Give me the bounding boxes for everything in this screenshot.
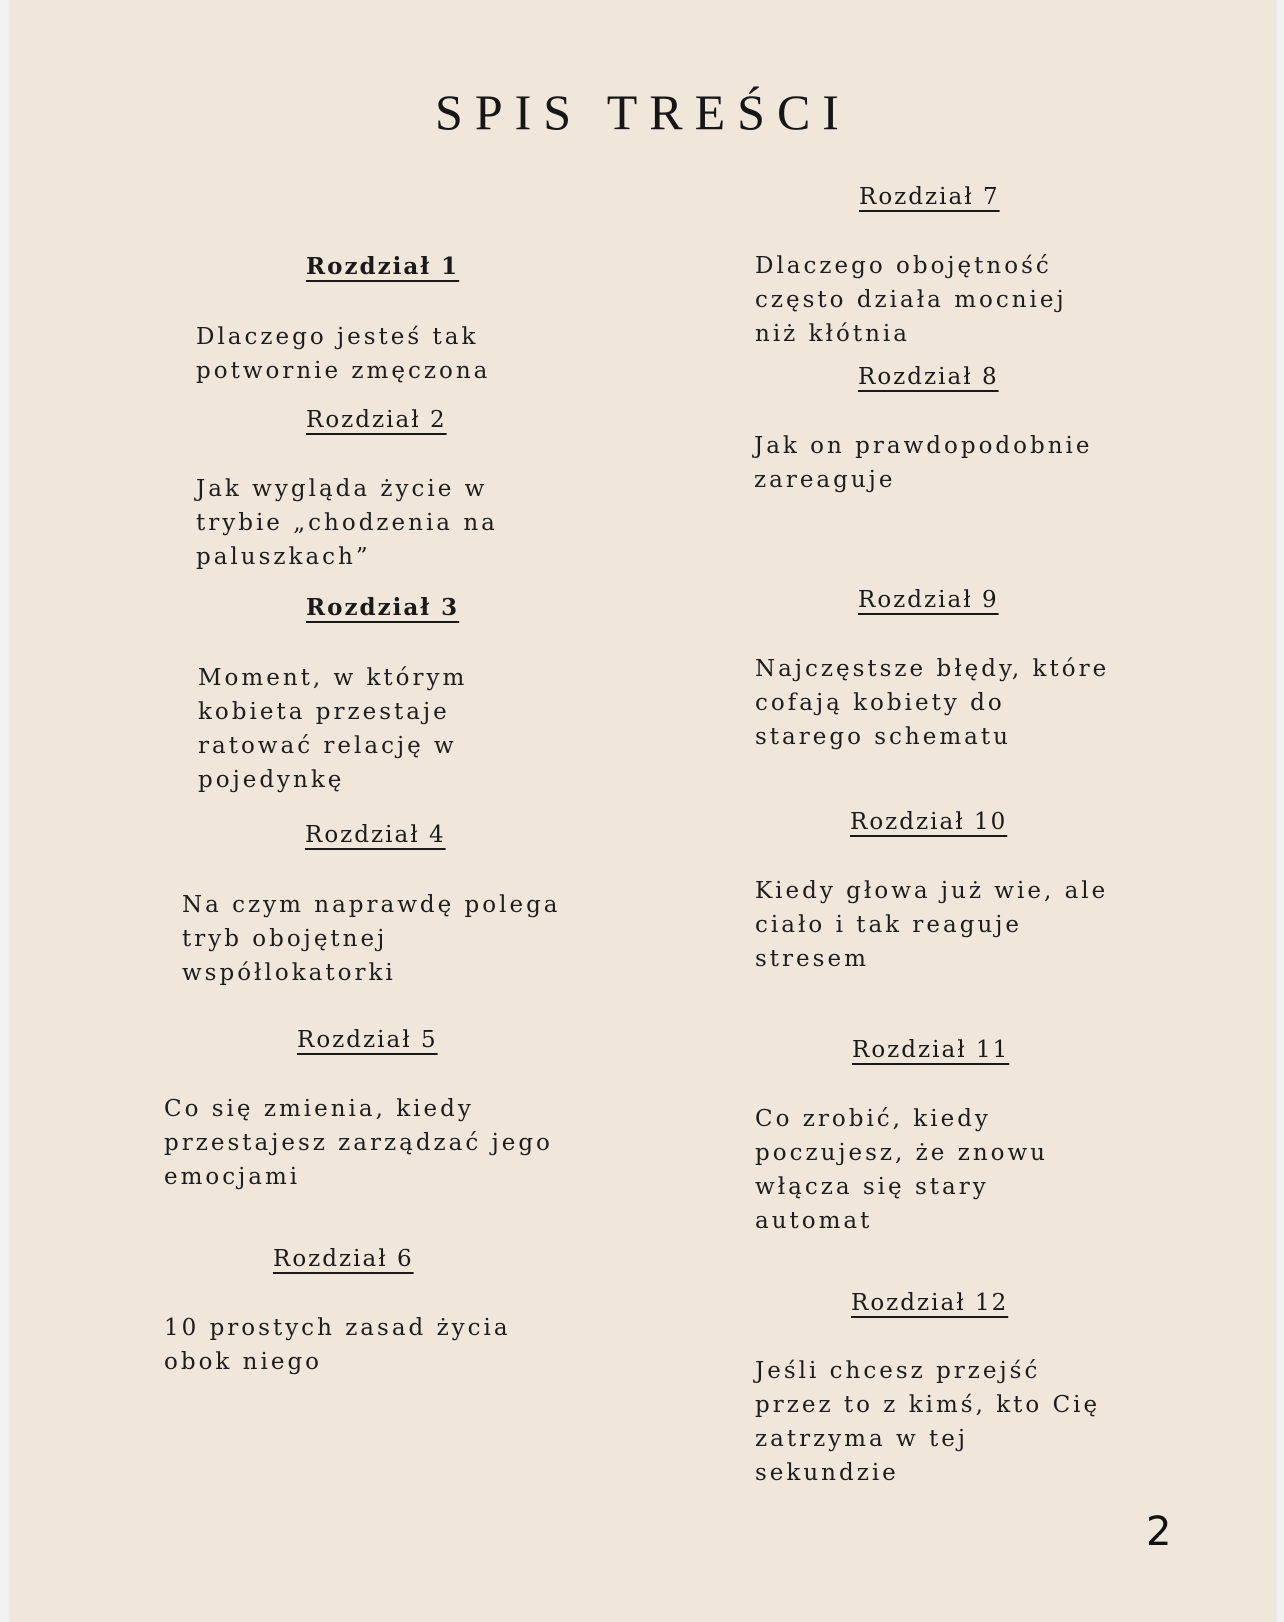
chapter-7-heading: Rozdział 7 xyxy=(859,184,1000,210)
chapter-5-line-2: przestajesz zarządzać jego xyxy=(164,1130,553,1156)
chapter-7-description xyxy=(755,249,1067,351)
chapter-2-line-3: paluszkach” xyxy=(196,544,371,570)
chapter-12-heading: Rozdział 12 xyxy=(851,1290,1009,1316)
chapter-5-line-1: Co się zmienia, kiedy xyxy=(164,1096,474,1122)
page-number: 2 xyxy=(1146,1509,1172,1555)
chapter-9-heading: Rozdział 9 xyxy=(858,587,999,613)
page-title: SPIS TREŚCI xyxy=(435,84,851,140)
chapter-10-line-3: stresem xyxy=(755,946,869,972)
chapter-1-line-2: potwornie zmęczona xyxy=(196,358,491,384)
chapter-6-description xyxy=(164,1311,511,1379)
chapter-10-line-1: Kiedy głowa już wie, ale xyxy=(755,878,1109,904)
chapter-7-line-1: Dlaczego obojętność xyxy=(755,253,1052,279)
chapter-6-heading: Rozdział 6 xyxy=(273,1246,414,1272)
chapter-8-description xyxy=(754,429,1092,497)
chapter-4-line-1: Na czym naprawdę polega xyxy=(182,892,561,918)
chapter-2-description xyxy=(196,472,498,574)
chapter-3-line-4: pojedynkę xyxy=(198,767,345,793)
chapter-12-line-3: zatrzyma w tej xyxy=(755,1426,968,1452)
chapter-12-line-1: Jeśli chcesz przejść xyxy=(755,1358,1041,1384)
chapter-7-line-3: niż kłótnia xyxy=(755,321,910,347)
chapter-10-description xyxy=(755,874,1108,976)
chapter-9-line-2: cofają kobiety do xyxy=(755,690,1005,716)
chapter-11-heading: Rozdział 11 xyxy=(852,1037,1010,1063)
chapter-9-description xyxy=(755,652,1109,754)
chapter-6-line-1: 10 prostych zasad życia xyxy=(164,1315,511,1341)
document-page xyxy=(10,0,1276,1622)
chapter-3-description xyxy=(198,661,467,797)
chapter-11-line-1: Co zrobić, kiedy xyxy=(755,1106,991,1132)
chapter-3-line-2: kobieta przestaje xyxy=(198,699,450,725)
chapter-6-line-2: obok niego xyxy=(164,1349,323,1375)
chapter-8-line-1: Jak on prawdopodobnie xyxy=(754,433,1093,459)
chapter-5-line-3: emocjami xyxy=(164,1164,301,1190)
chapter-10-line-2: ciało i tak reaguje xyxy=(755,912,1023,938)
chapter-9-line-3: starego schematu xyxy=(755,724,1011,750)
chapter-2-heading: Rozdział 2 xyxy=(306,407,447,433)
chapter-4-line-3: współlokatorki xyxy=(182,960,396,986)
chapter-3-line-3: ratować relację w xyxy=(198,733,457,759)
chapter-7-line-2: często działa mocniej xyxy=(755,287,1067,313)
chapter-4-heading: Rozdział 4 xyxy=(305,822,446,848)
chapter-1-description xyxy=(196,320,490,388)
chapter-4-line-2: tryb obojętnej xyxy=(182,926,388,952)
chapter-1-heading: Rozdział 1 xyxy=(306,253,460,280)
chapter-1-line-1: Dlaczego jesteś tak xyxy=(196,324,479,350)
chapter-12-description xyxy=(755,1354,1100,1490)
chapter-3-line-1: Moment, w którym xyxy=(198,665,468,691)
chapter-2-line-2: trybie „chodzenia na xyxy=(196,510,498,536)
chapter-4-description xyxy=(182,888,561,990)
chapter-8-heading: Rozdział 8 xyxy=(858,364,999,390)
chapter-5-heading: Rozdział 5 xyxy=(297,1027,438,1053)
chapter-10-heading: Rozdział 10 xyxy=(850,809,1008,835)
chapter-2-line-1: Jak wygląda życie w xyxy=(196,476,488,502)
chapter-5-description xyxy=(164,1092,553,1194)
chapter-8-line-2: zareaguje xyxy=(754,467,896,493)
chapter-11-line-3: włącza się stary xyxy=(755,1174,989,1200)
chapter-12-line-2: przez to z kimś, kto Cię xyxy=(755,1392,1101,1418)
chapter-3-heading: Rozdział 3 xyxy=(306,594,460,621)
chapter-11-line-4: automat xyxy=(755,1208,873,1234)
chapter-11-description xyxy=(755,1102,1048,1238)
chapter-11-line-2: poczujesz, że znowu xyxy=(755,1140,1048,1166)
chapter-9-line-1: Najczęstsze błędy, które xyxy=(755,656,1110,682)
chapter-12-line-4: sekundzie xyxy=(755,1460,899,1486)
